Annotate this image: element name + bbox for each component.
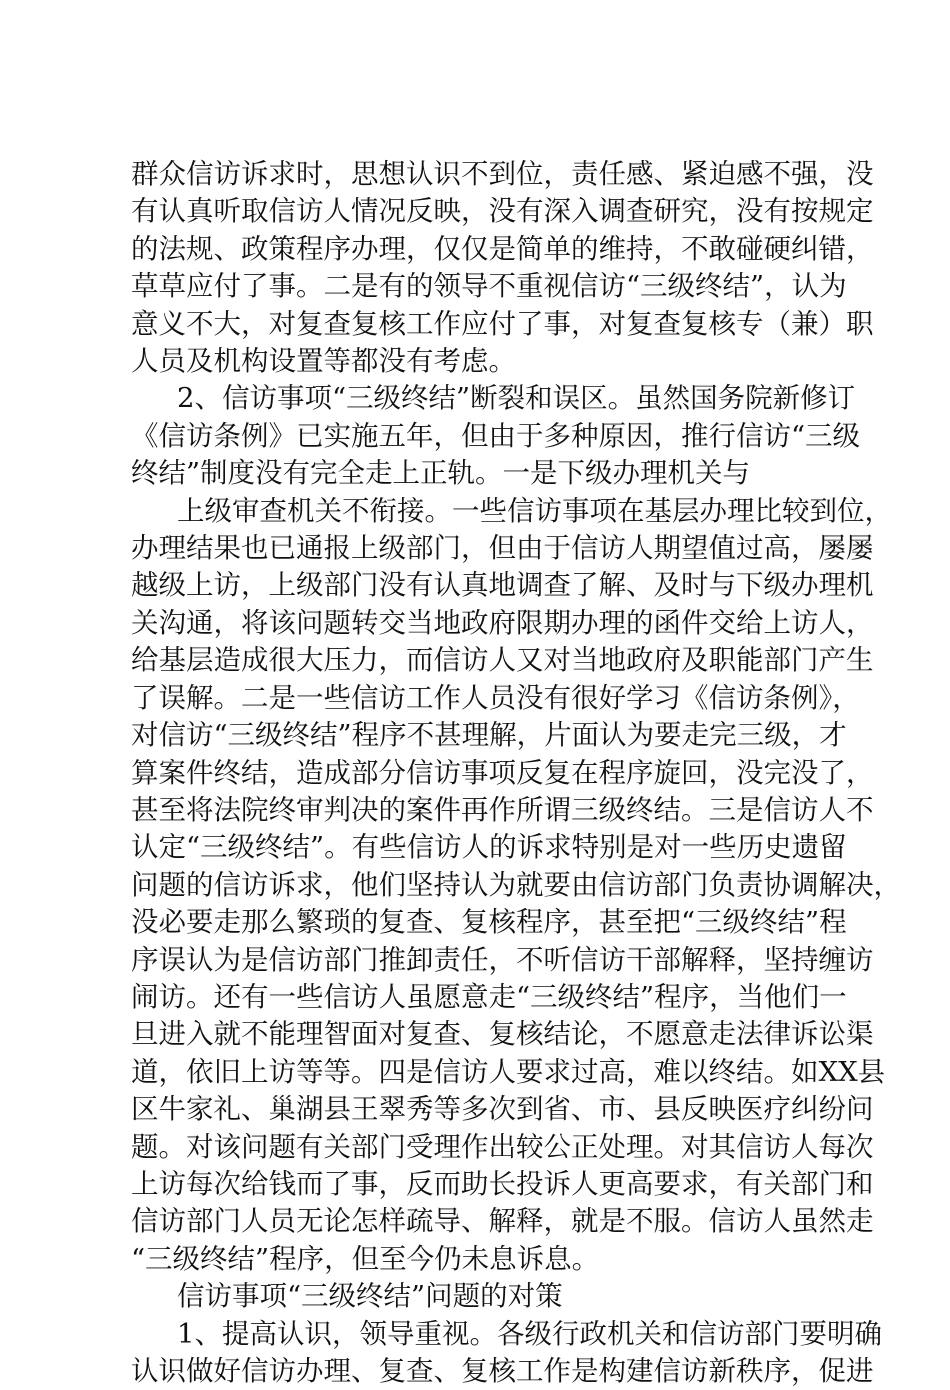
- text-line: 上访每次给钱而了事，反而助长投诉人更高要求，有关部门和: [131, 1167, 874, 1200]
- text-line: 意义不大，对复查复核工作应付了事，对复查复核专（兼）职: [131, 307, 874, 340]
- text-line: “三级终结”程序，但至今仍未息诉息。: [131, 1242, 600, 1275]
- text-line: 办理结果也已通报上级部门，但由于信访人期望值过高，屡屡: [131, 532, 874, 565]
- section-heading: 信访事项“三级终结”问题的对策: [177, 1280, 563, 1313]
- text-line: 越级上访，上级部门没有认真地调查了解、及时与下级办理机: [131, 569, 874, 602]
- text-line: 区牛家礼、巢湖县王翠秀等多次到省、市、县反映医疗纠纷问: [131, 1093, 874, 1126]
- text-line: 算案件终结，造成部分信访事项反复在程序旋回，没完没了，: [131, 756, 874, 789]
- paragraph-section-1-countermeasure: [131, 1316, 882, 1390]
- text-line: 的法规、政策程序办理，仅仅是简单的维持，不敢碰硬纠错，: [131, 232, 874, 265]
- text-line: 没必要走那么繁琐的复查、复核程序，甚至把“三级终结”程: [131, 906, 847, 939]
- text-line: 《信访条例》已实施五年，但由于多种原因，推行信访“三级: [131, 419, 861, 452]
- text-line: 旦进入就不能理智面对复查、复核结论，不愿意走法律诉讼渠: [131, 1018, 874, 1051]
- text-line: 给基层造成很大压力，而信访人又对当地政府及职能部门产生: [131, 644, 874, 677]
- document-body: [131, 156, 901, 1390]
- text-line: 群众信访诉求时，思想认识不到位，责任感、紧迫感不强，没: [131, 158, 874, 190]
- text-line: 道，依旧上访等等。四是信访人要求过高，难以终结。如XX县: [131, 1055, 886, 1088]
- text-line: 终结”制度没有完全走上正轨。一是下级办理机关与: [131, 457, 751, 490]
- paragraph-disconnect-details: [131, 493, 901, 1279]
- text-line: 上级审查机关不衔接。一些信访事项在基层办理比较到位，: [177, 494, 892, 527]
- text-line: 关沟通，将该问题转交当地政府限期办理的函件交给上访人，: [131, 606, 874, 639]
- text-line: 问题的信访诉求，他们坚持认为就要由信访部门负责协调解决，: [131, 868, 901, 901]
- text-line: 对信访“三级终结”程序不甚理解，片面认为要走完三级，才: [131, 719, 847, 752]
- text-line: 认定“三级终结”。有些信访人的诉求特别是对一些历史遗留: [131, 831, 847, 864]
- paragraph-leadership-awareness: [131, 156, 874, 380]
- text-line: 闹访。还有一些信访人虽愿意走“三级终结”程序，当他们一: [131, 980, 847, 1013]
- text-line: 2、信访事项“三级终结”断裂和误区。虽然国务院新修订: [177, 382, 856, 415]
- text-line: 了误解。二是一些信访工作人员没有很好学习《信访条例》，: [131, 681, 860, 714]
- text-line: 草草应付了事。二是有的领导不重视信访“三级终结”，认为: [131, 270, 847, 303]
- text-line: 有认真听取信访人情况反映，没有深入调查研究，没有按规定: [131, 195, 874, 228]
- text-line: 1、提高认识，领导重视。各级行政机关和信访部门要明确: [177, 1317, 882, 1350]
- text-line: 信访部门人员无论怎样疏导、解释，就是不服。信访人虽然走: [131, 1205, 874, 1238]
- text-line: 甚至将法院终审判决的案件再作所谓三级终结。三是信访人不: [131, 793, 874, 826]
- text-line: 题。对该问题有关部门受理作出较公正处理。对其信访人每次: [131, 1130, 874, 1163]
- paragraph-section-2: [131, 380, 861, 492]
- section-heading-countermeasures: [131, 1278, 851, 1315]
- text-line: 人员及机构设置等都没有考虑。: [131, 345, 516, 378]
- text-line: 序误认为是信访部门推卸责任，不听信访干部解释，坚持缠访: [131, 943, 874, 976]
- text-line: 认识做好信访办理、复查、复核工作是构建信访新秩序，促进: [131, 1355, 874, 1387]
